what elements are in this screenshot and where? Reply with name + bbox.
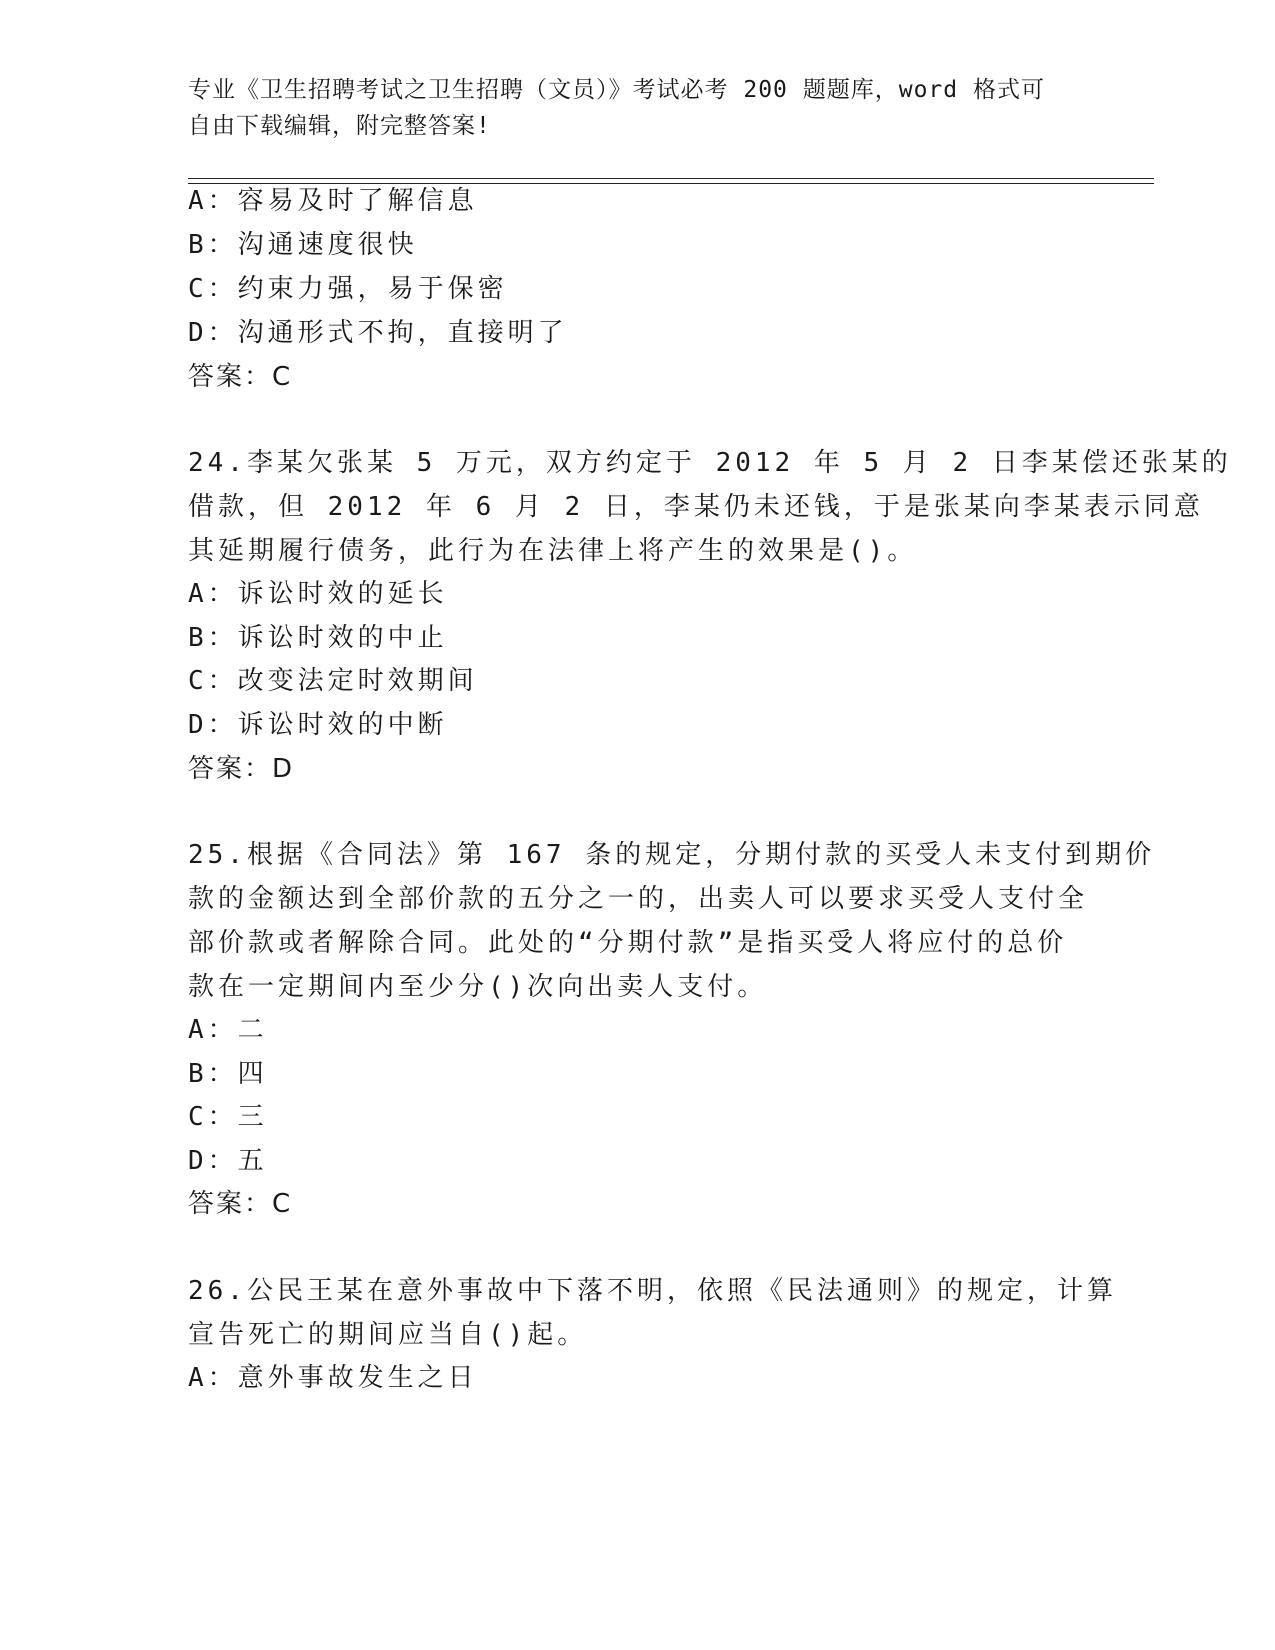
option-a: A：容易及时了解信息	[188, 186, 478, 216]
question-24-line-1: 24.李某欠张某 5 万元，双方约定于 2012 年 5 月 2 日李某偿还张某的	[188, 448, 1232, 478]
option-b: B：沟通速度很快	[188, 230, 418, 260]
question-24-option-c: C：改变法定时效期间	[188, 666, 478, 696]
question-24-option-d: D：诉讼时效的中断	[188, 710, 448, 740]
option-d: D：沟通形式不拘，直接明了	[188, 318, 568, 348]
option-c: C：约束力强，易于保密	[188, 274, 508, 304]
question-25-answer: 答案：C	[188, 1189, 293, 1219]
question-25-line-2: 款的金额达到全部价款的五分之一的，出卖人可以要求买受人支付全	[188, 884, 1089, 914]
question-25-line-3: 部价款或者解除合同。此处的“分期付款”是指买受人将应付的总价	[188, 928, 1068, 958]
question-26-line-1: 26.公民王某在意外事故中下落不明，依照《民法通则》的规定，计算	[188, 1276, 1117, 1306]
header-divider-top	[188, 178, 1154, 179]
question-25-option-d: D：五	[188, 1146, 268, 1176]
question-24-line-2: 借款，但 2012 年 6 月 2 日，李某仍未还钱，于是张某向李某表示同意	[188, 492, 1204, 522]
question-24-answer: 答案：D	[188, 754, 295, 784]
question-24-option-a: A：诉讼时效的延长	[188, 579, 448, 609]
question-26-line-2: 宣告死亡的期间应当自()起。	[188, 1320, 588, 1350]
question-25-option-b: B：四	[188, 1059, 268, 1089]
question-25-line-4: 款在一定期间内至少分()次向出卖人支付。	[188, 972, 768, 1002]
question-25-option-c: C：三	[188, 1102, 268, 1132]
document-header: 专业《卫生招聘考试之卫生招聘（文员）》考试必考 200 题题库，word 格式可自由下载编辑，附完整答案!	[188, 77, 1045, 139]
question-24-option-b: B：诉讼时效的中止	[188, 623, 448, 653]
answer: 答案：C	[188, 362, 293, 392]
question-25-line-1: 25.根据《合同法》第 167 条的规定，分期付款的买受人未支付到期价	[188, 840, 1156, 870]
question-24-line-3: 其延期履行债务，此行为在法律上将产生的效果是()。	[188, 536, 918, 566]
question-26-option-a: A：意外事故发生之日	[188, 1363, 478, 1393]
question-25-option-a: A：二	[188, 1015, 268, 1045]
